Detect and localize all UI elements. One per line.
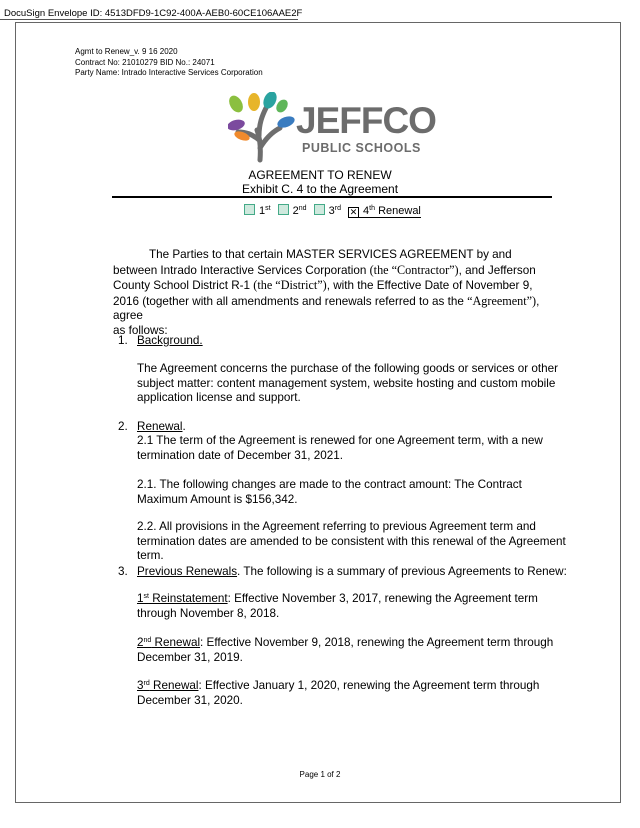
checkbox-icon[interactable]: [278, 204, 289, 215]
title-rule: [112, 196, 552, 198]
section-2-2-text: 2.2. All provisions in the Agreement referring to previous Agreement term and termination dates are amended to be consistent with this renewal of the Agreement term.: [137, 520, 566, 562]
page-number: Page 1 of 2: [299, 770, 341, 779]
checkbox-icon[interactable]: [244, 204, 255, 215]
document-header: [75, 47, 263, 79]
logo-wordmark: JEFFCO: [296, 100, 436, 141]
envelope-underline: [0, 19, 298, 20]
renewal-option-1st[interactable]: 1st: [244, 205, 271, 217]
previous-renewal-2: 2nd Renewal: Effective November 9, 2018, renewing the Agreement term through December 31, 2019.: [137, 636, 554, 664]
previous-renewal-3: 3rd Renewal: Effective January 1, 2020, renewing the Agreement term through December 31, 2020.: [137, 679, 540, 707]
renewal-option-4th[interactable]: ✕ 4th Renewal: [349, 205, 421, 217]
header-contract-number: Contract No: 21010279 BID No.: 24071: [75, 57, 215, 67]
section-2-1b-text: 2.1. The following changes are made to the contract amount: The Contract Maximum Amount is $156,342.: [137, 478, 522, 506]
renewal-checkbox-row: [244, 204, 425, 218]
section-2-1-text: 2.1 The term of the Agreement is renewed for one Agreement term, with a new termination date of December 31, 2021.: [137, 434, 543, 462]
header-party-name: Party Name: Intrado Interactive Services Corporation: [75, 68, 263, 77]
header-agreement-version: Agmt to Renew_v. 9 16 2020: [75, 47, 178, 56]
section-1-text: The Agreement concerns the purchase of the following goods or services or other subject matter: content management system, website hosting and custom mobile application license and support.: [137, 362, 558, 404]
section-3-number: 3.: [118, 565, 128, 578]
section-3-heading: Previous Renewals. The following is a summary of previous Agreements to Renew:: [137, 565, 567, 578]
leaf-yellow: [248, 93, 260, 111]
section-2-number: 2.: [118, 420, 128, 433]
section-1-heading: Background.: [137, 334, 203, 347]
leaf-green: [228, 93, 246, 115]
envelope-id: DocuSign Envelope ID: 4513DFD9-1C92-400A-AEB0-60CE106AAE2F: [4, 8, 303, 19]
section-2-heading: Renewal.: [137, 420, 186, 433]
section-1-number: 1.: [118, 334, 128, 347]
renewal-option-3rd[interactable]: 3rd: [314, 205, 341, 217]
document-subtitle: Exhibit C. 4 to the Agreement: [241, 182, 399, 196]
document-title: AGREEMENT TO RENEW: [248, 168, 392, 182]
checkbox-icon[interactable]: [314, 204, 325, 215]
previous-renewal-1: 1st Reinstatement: Effective November 3, 2017, renewing the Agreement term through November 8, 2018.: [137, 592, 538, 620]
logo-subtitle: PUBLIC SCHOOLS: [302, 141, 421, 155]
renewal-option-2nd[interactable]: 2nd: [278, 205, 307, 217]
intro-paragraph: The Parties to that certain MASTER SERVICES AGREEMENT by and between Intrado Interactive Services Corporation (the “Contractor”), and Jefferson County School District R-1 (the “District”), with the Effective Date of November 9, 2016 (together with all amendments and renewals referred to as the “Agreement”), agree as follows:: [113, 248, 540, 337]
checked-checkbox-icon[interactable]: ✕: [349, 207, 358, 217]
